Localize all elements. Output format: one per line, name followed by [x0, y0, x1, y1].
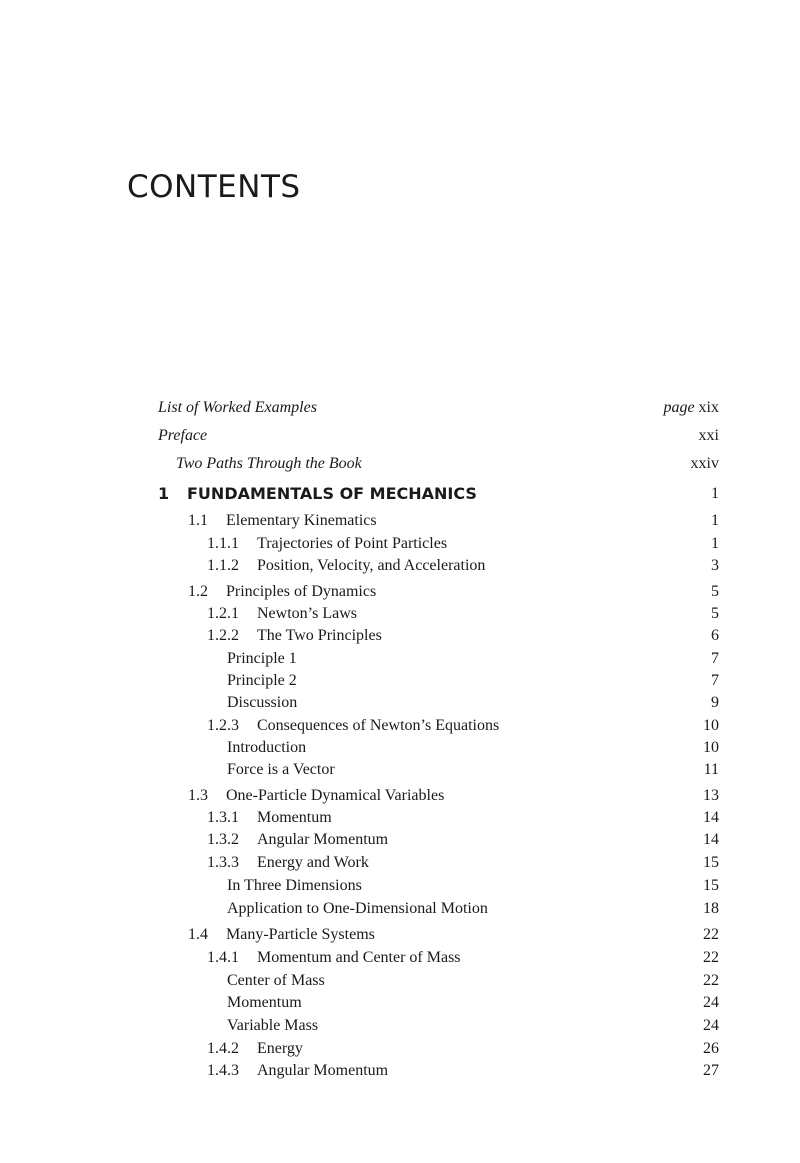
page-title: CONTENTS [127, 168, 301, 205]
entry-title: Discussion [227, 694, 298, 711]
toc-entry[interactable] [0, 925, 800, 949]
toc-entry[interactable] [0, 760, 800, 784]
toc-entry[interactable] [0, 1016, 800, 1040]
entry-title: Energy and Work [257, 854, 369, 871]
entry-title: Energy [257, 1040, 303, 1057]
entry-page: 22 [703, 972, 719, 989]
toc-entry[interactable] [0, 626, 800, 650]
entry-title: The Two Principles [257, 627, 382, 644]
entry-page: 22 [703, 926, 719, 943]
entry-page: 7 [711, 672, 719, 689]
entry-page: 13 [703, 787, 719, 804]
entry-number: 1.2 [188, 583, 208, 600]
entry-number: 1.4.3 [207, 1062, 239, 1079]
entry-title: Newton’s Laws [257, 605, 357, 622]
toc-entry[interactable] [0, 830, 800, 854]
entry-title: Momentum and Center of Mass [257, 949, 461, 966]
entry-number: 1.3 [188, 787, 208, 804]
entry-page: 5 [711, 605, 719, 622]
toc-entry[interactable] [0, 534, 800, 558]
entry-title: Variable Mass [227, 1017, 319, 1034]
toc-entry-page: xxiv [690, 455, 719, 472]
entry-title: Introduction [227, 739, 307, 756]
entry-page: 6 [711, 627, 719, 644]
toc-entry[interactable] [0, 671, 800, 695]
entry-title: In Three Dimensions [227, 877, 362, 894]
toc-entry[interactable] [0, 556, 800, 580]
entry-number: 1.3.3 [207, 854, 239, 871]
entry-title: Elementary Kinematics [226, 512, 377, 529]
entry-page: 18 [703, 900, 719, 917]
toc-entry[interactable] [0, 604, 800, 628]
toc-entry[interactable] [0, 993, 800, 1017]
entry-title: Center of Mass [227, 972, 325, 989]
toc-entry-page: xxi [698, 427, 719, 444]
entry-title: Momentum [227, 994, 302, 1011]
toc-entry-title: Two Paths Through the Book [176, 455, 362, 472]
entry-page: 1 [711, 512, 719, 529]
entry-title: Angular Momentum [257, 1062, 389, 1079]
chapter-page: 1 [711, 485, 719, 502]
entry-title: Many-Particle Systems [226, 926, 375, 943]
toc-entry[interactable] [0, 1039, 800, 1063]
entry-page: 11 [703, 761, 719, 778]
toc-entry[interactable] [0, 511, 800, 535]
entry-title: Angular Momentum [257, 831, 389, 848]
toc-entry[interactable] [0, 693, 800, 717]
toc-entry-preface[interactable] [0, 426, 800, 450]
entry-title: Position, Velocity, and Acceleration [257, 557, 486, 574]
toc-entry-two-paths[interactable] [0, 454, 800, 478]
toc-chapter-1[interactable] [0, 484, 800, 508]
entry-page: 14 [703, 831, 719, 848]
toc-entry[interactable] [0, 1061, 800, 1085]
entry-page: 1 [711, 535, 719, 552]
entry-page: 7 [711, 650, 719, 667]
entry-number: 1.1.1 [207, 535, 239, 552]
toc-entry[interactable] [0, 582, 800, 606]
toc-entry[interactable] [0, 786, 800, 810]
toc-entry-title: List of Worked Examples [158, 399, 317, 416]
toc-entry[interactable] [0, 971, 800, 995]
entry-number: 1.1 [188, 512, 208, 529]
entry-title: Application to One-Dimensional Motion [227, 900, 488, 917]
entry-page: 9 [711, 694, 719, 711]
entry-title: Trajectories of Point Particles [257, 535, 448, 552]
chapter-title: FUNDAMENTALS OF MECHANICS [187, 484, 477, 503]
entry-number: 1.3.2 [207, 831, 239, 848]
toc-entry[interactable] [0, 716, 800, 740]
entry-number: 1.4.2 [207, 1040, 239, 1057]
entry-number: 1.1.2 [207, 557, 239, 574]
entry-title: Principles of Dynamics [226, 583, 377, 600]
toc-entry-title: Preface [158, 427, 208, 444]
toc-entry[interactable] [0, 948, 800, 972]
chapter-heading [158, 484, 477, 504]
entry-page: 10 [703, 739, 719, 756]
entry-title: Principle 1 [227, 650, 297, 667]
toc-entry-list-of-worked-examples[interactable] [0, 398, 800, 422]
entry-page: 24 [703, 1017, 719, 1034]
entry-page: 27 [703, 1062, 719, 1079]
entry-page: 5 [711, 583, 719, 600]
toc-entry[interactable] [0, 738, 800, 762]
entry-title: Principle 2 [227, 672, 297, 689]
entry-page: 15 [703, 877, 719, 894]
toc-entry[interactable] [0, 853, 800, 877]
entry-title: Momentum [257, 809, 332, 826]
toc-entry[interactable] [0, 808, 800, 832]
toc-entry-page: page xix [663, 399, 719, 416]
entry-title: Consequences of Newton’s Equations [257, 717, 500, 734]
entry-number: 1.3.1 [207, 809, 239, 826]
entry-page: 26 [703, 1040, 719, 1057]
entry-title: One-Particle Dynamical Variables [226, 787, 445, 804]
entry-number: 1.4 [188, 926, 208, 943]
entry-page: 3 [711, 557, 719, 574]
entry-page: 15 [703, 854, 719, 871]
entry-page: 14 [703, 809, 719, 826]
entry-number: 1.2.2 [207, 627, 239, 644]
toc-entry[interactable] [0, 899, 800, 923]
entry-page: 10 [703, 717, 719, 734]
toc-entry[interactable] [0, 876, 800, 900]
chapter-number: 1 [158, 484, 170, 503]
entry-number: 1.4.1 [207, 949, 239, 966]
entry-title: Force is a Vector [227, 761, 335, 778]
entry-number: 1.2.3 [207, 717, 239, 734]
toc-entry[interactable] [0, 649, 800, 673]
entry-number: 1.2.1 [207, 605, 239, 622]
entry-page: 24 [703, 994, 719, 1011]
entry-page: 22 [703, 949, 719, 966]
